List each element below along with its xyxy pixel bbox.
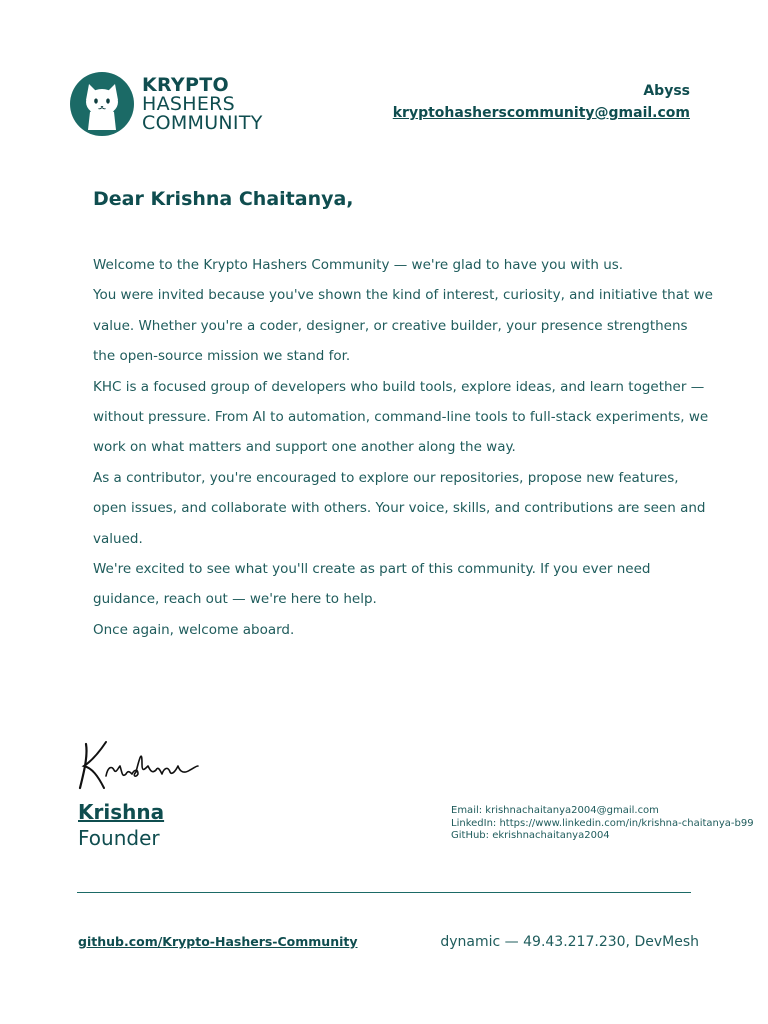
cat-icon: [76, 78, 128, 130]
contact-email: Email: krishnachaitanya2004@gmail.com: [451, 805, 659, 816]
logo-wordmark: [142, 73, 263, 134]
contact-linkedin: LinkedIn: https://www.linkedin.com/in/krishna-chaitanya-b99: [451, 817, 754, 829]
signer-role: Founder: [78, 826, 160, 850]
letter-paragraph: You were invited because you've shown the kind of interest, curiosity, and initiative that we value. Whether you're a coder, designer, or creative builder, your presence strengthens the open-source mission we stand for.: [93, 287, 713, 365]
community-logo: [70, 72, 263, 136]
founder-contact: [451, 805, 768, 843]
header-contact: [393, 83, 690, 121]
footer-divider: [77, 892, 691, 893]
letter-paragraph: As a contributor, you're encouraged to explore our repositories, propose new features, open issues, and collaborate with others. Your voice, skills, and contributions are seen and valued.: [93, 469, 706, 547]
letter-paragraph: KHC is a focused group of developers who build tools, explore ideas, and learn together — without pressure. From AI to automation, command-line tools to full-stack experiments, we work on what matters and support one another along the way.: [93, 378, 709, 456]
letter-body: [93, 250, 713, 645]
logo-line-community: COMMUNITY: [142, 111, 263, 134]
org-email-link[interactable]: kryptohasherscommunity@gmail.com: [392, 105, 690, 121]
footer-meta: dynamic — 49.43.217.230, DevMesh: [440, 934, 699, 950]
signer-name: Krishna: [78, 800, 165, 824]
contact-github: GitHub: ekrishnachaitanya2004: [451, 830, 610, 841]
letter-paragraph: Once again, welcome aboard.: [93, 621, 295, 638]
logo-line-krypto: KRYPTO: [142, 73, 229, 96]
logo-badge: [70, 72, 134, 136]
logo-line-hashers: HASHERS: [142, 92, 235, 115]
letter-paragraph: Welcome to the Krypto Hashers Community — we're glad to have you with us.: [93, 257, 624, 273]
letter-paragraph: We're excited to see what you'll create as part of this community. If you ever need guidance, reach out — we're here to help.: [93, 561, 651, 608]
org-name: Abyss: [643, 83, 690, 99]
handwritten-signature: [76, 736, 201, 796]
letter-greeting: Dear Krishna Chaitanya,: [93, 188, 354, 210]
github-org-link[interactable]: github.com/Krypto-Hashers-Community: [78, 934, 358, 949]
